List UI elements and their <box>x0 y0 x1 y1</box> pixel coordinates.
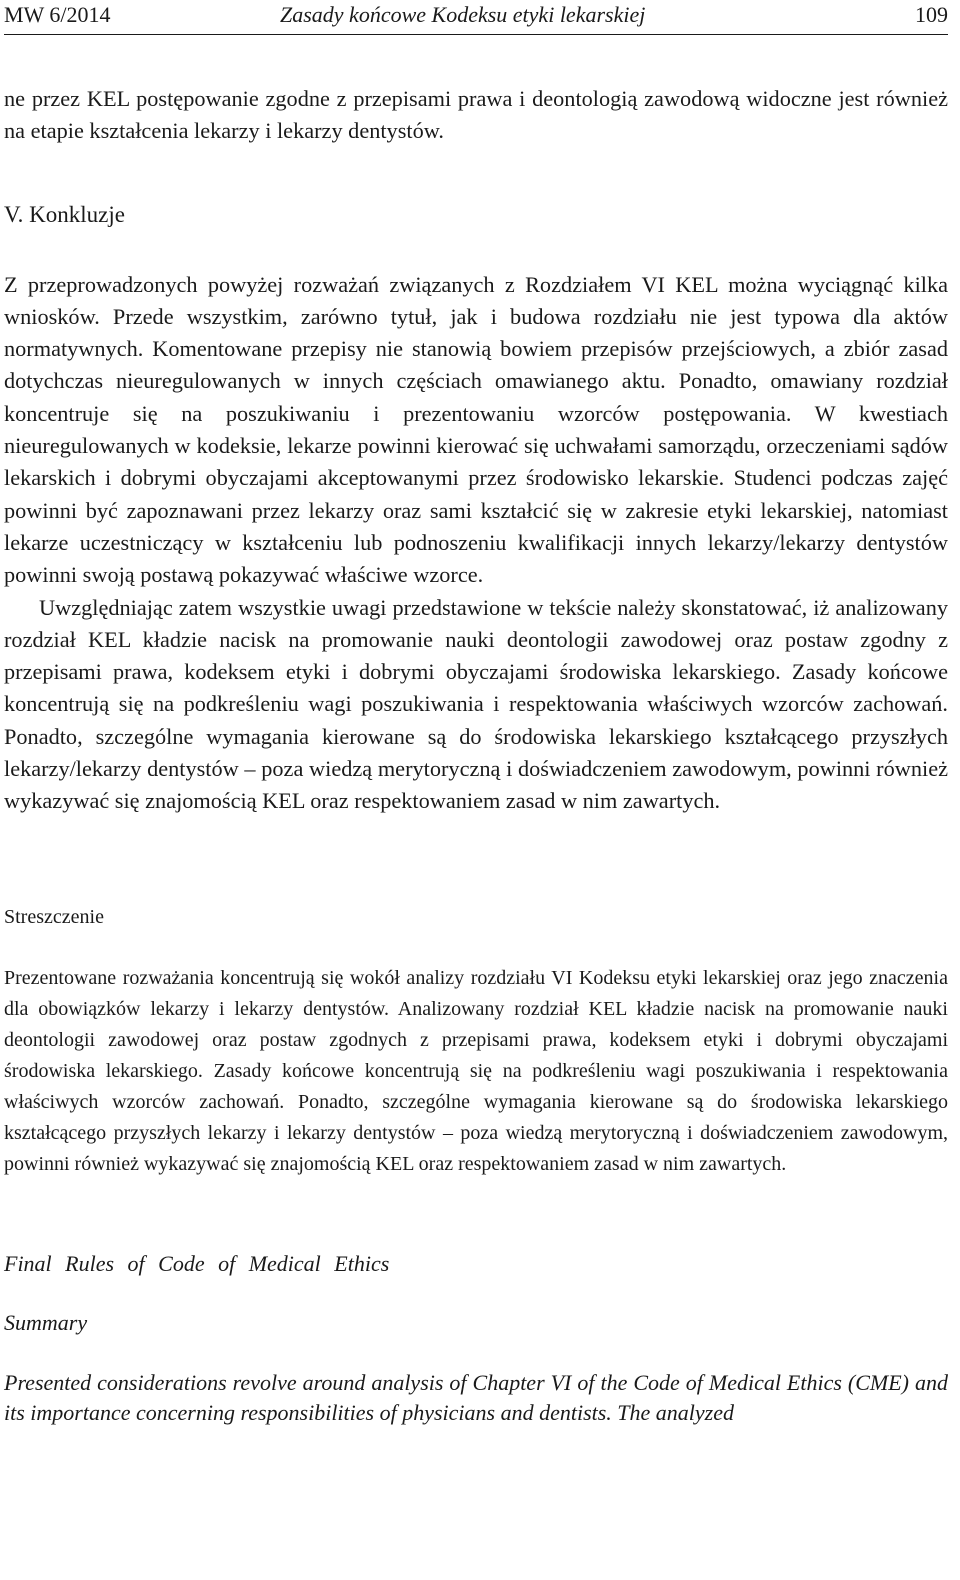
section-heading: V. Konkluzje <box>4 201 125 227</box>
opening-paragraph: ne przez KEL postępowanie zgodne z przepisami prawa i deontologią zawodową widoczne jest również na etapie kształcenia lekarzy i lekarzy dentystów. <box>4 86 948 144</box>
english-summary-heading: Summary <box>4 1310 88 1336</box>
running-header <box>4 0 948 32</box>
page-number: 109 <box>915 2 948 27</box>
running-title: Zasady końcowe Kodeksu etyki lekarskiej <box>280 2 646 27</box>
document-page <box>4 0 948 1428</box>
header-rule <box>4 34 948 35</box>
abstract-heading-pl: Streszczenie <box>4 905 104 928</box>
abstract-text-pl: Prezentowane rozważania koncentrują się wokół analizy rozdziału VI Kodeksu etyki lekarskiej oraz jego znaczenia dla obowiązków lekarzy i lekarzy dentystów. Analizowany rozdział KEL kładzie nacisk na promowanie nauki deontologii zawodowej oraz postaw zgodnych z przepisami prawa, kodeksem etyki i dobrymi obyczajami środowiska lekarskiego. Zasady końcowe koncentrują się na podkreśleniu wagi poszukiwania i respektowania właściwych wzorców zachowań. Ponadto, szczególne wymagania kierowane są do środowiska lekarskiego kształcącego przyszłych lekarzy i lekarzy dentystów – poza wiedzą merytoryczną i doświadczeniem zawodowym, powinni również wykazywać się znajomością KEL oraz respektowaniem zasad w nim zawartych. <box>4 966 948 1176</box>
english-summary-text: Presented considerations revolve around analysis of Chapter VI of the Code of Medical Ethics (CME) and its importance concerning responsibilities of physicians and dentists. The analyzed <box>4 1370 948 1426</box>
english-title: Final Rules of Code of Medical Ethics <box>4 1251 390 1277</box>
section-paragraph-2: Uwzględniając zatem wszystkie uwagi przedstawione w tekście należy skonstatować, iż analizowany rozdział KEL kładzie nacisk na promowanie nauki deontologii zawodowej oraz postaw zgodny z przepisami prawa, kodeksem etyki i dobrymi obyczajami środowiska lekarskiego. Zasady końcowe koncentrują się na podkreśleniu wagi poszukiwania i respektowania właściwych wzorców zachowań. Ponadto, szczególne wymagania kierowane są do środowiska lekarskiego kształcącego przyszłych lekarzy/lekarzy dentystów – poza wiedzą merytoryczną i doświadczeniem zawodowym, powinni również wykazywać się znajomością KEL oraz respektowaniem zasad w nim zawartych. <box>4 594 948 814</box>
section-paragraph-1: Z przeprowadzonych powyżej rozważań związanych z Rozdziałem VI KEL można wyciągnąć kilka wniosków. Przede wszystkim, zarówno tytuł, jak i budowa rozdziału nie jest typowa dla aktów normatywnych. Komentowane przepisy nie stanowią bowiem przepisów przejściowych, a zbiór zasad dotychczas nieuregulowanych w innych częściach omawianego aktu. Ponadto, omawiany rozdział koncentruje się na poszukiwaniu i prezentowaniu wzorców postępowania. W kwestiach nieuregulowanych w kodeksie, lekarze powinni kierować się uchwałami samorządu, orzeczeniami sądów lekarskich i dobrymi obyczajami akceptowanymi przez środowisko lekarskie. Studenci podczas zajęć powinni być zapoznawani przez lekarzy oraz sami kształcić się w zakresie etyki lekarskiej, natomiast lekarze uczestniczący w kształceniu lub podnoszeniu kwalifikacji innych lekarzy/lekarzy dentystów powinni swoją postawą pokazywać właściwe wzorce. <box>4 271 948 588</box>
journal-issue: MW 6/2014 <box>4 2 111 27</box>
